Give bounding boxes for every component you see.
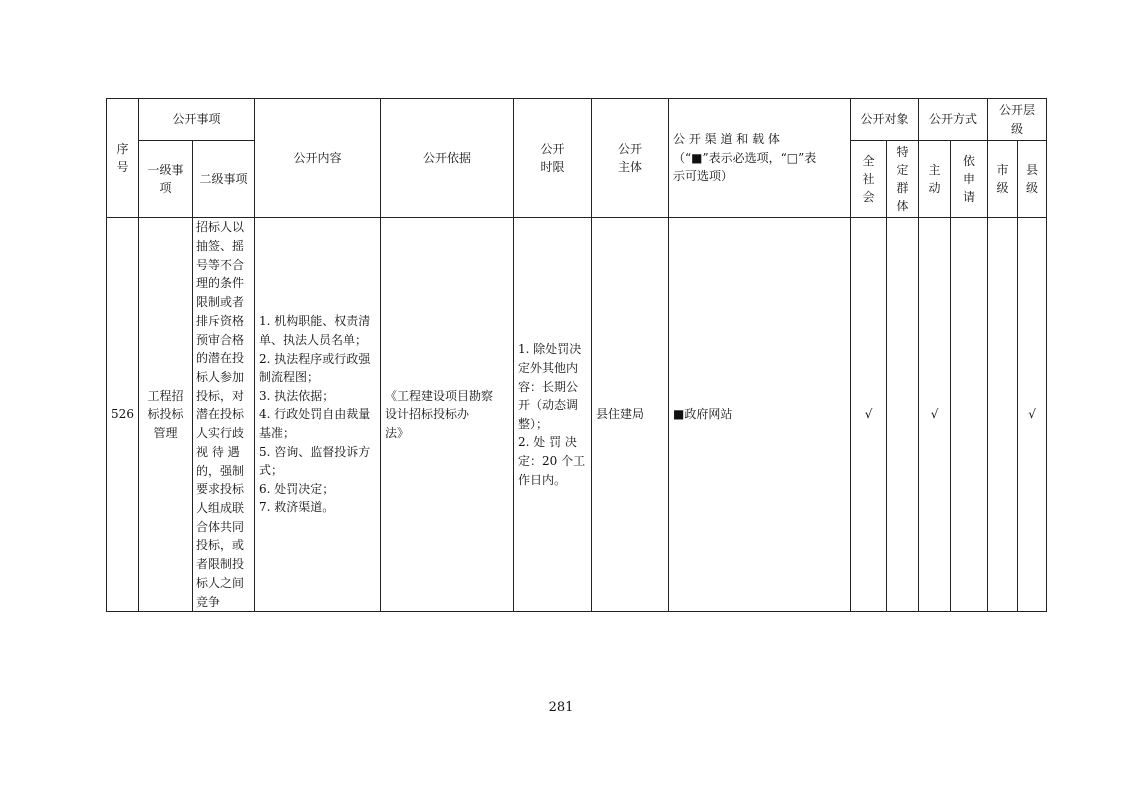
- row-time-limit: 1. 除处罚决 定外其他内 容：长期公 开（动态调 整）； 2. 处 罚 决 定：20 个工 作日内。: [514, 218, 592, 612]
- row-tier-city: [988, 218, 1018, 612]
- disclosure-table: [106, 98, 1047, 612]
- header-target-specific: 特 定 群 体: [887, 141, 919, 218]
- row-seq: 526: [107, 218, 139, 612]
- row-basis: 《工程建设项目勘察 设计招标投标办 法》: [381, 218, 514, 612]
- page-number: 281: [548, 700, 574, 715]
- row-tier-county: √: [1018, 218, 1047, 612]
- header-level2: 二级事项: [193, 141, 255, 218]
- row-channel: ■政府网站: [669, 218, 851, 612]
- row-subject: 县住建局: [592, 218, 669, 612]
- header-level1: 一级事 项: [139, 141, 193, 218]
- table-row: [107, 218, 1047, 612]
- header-seq: 序 号: [107, 99, 139, 218]
- row-target-specific: [887, 218, 919, 612]
- row-level2: 招标人以 抽签、摇 号等不合 理的条件 限制或者 排斥资格 预审合格 的潜在投 标人参加 投标，对 潜在投标 人实行歧 视 待 遇 的，强制 要求投标 人组成联 合体共同 投标，或 者限制投 标人之间 竞争: [193, 218, 255, 612]
- header-target-all: 全 社 会: [851, 141, 887, 218]
- header-tier-county: 县 级: [1018, 141, 1047, 218]
- row-level1: 工程招 标投标 管理: [139, 218, 193, 612]
- row-method-apply: [951, 218, 988, 612]
- row-content: 1. 机构职能、权责清 单、执法人员名单； 2. 执法程序或行政强 制流程图； 3. 执法依据； 4. 行政处罚自由裁量 基准； 5. 咨询、监督投诉方 式； 6. 处罚决定； 7. 救济渠道。: [255, 218, 381, 612]
- header-method: 公开方式: [919, 99, 988, 141]
- header-method-apply: 依 申 请: [951, 141, 988, 218]
- header-matter: 公开事项: [139, 99, 255, 141]
- row-target-all: √: [851, 218, 887, 612]
- header-method-active: 主 动: [919, 141, 951, 218]
- header-tier: 公开层 级: [988, 99, 1047, 141]
- header-subject: 公开 主体: [592, 99, 669, 218]
- header-tier-city: 市 级: [988, 141, 1018, 218]
- header-time-limit: 公开 时限: [514, 99, 592, 218]
- row-method-active: √: [919, 218, 951, 612]
- header-basis: 公开依据: [381, 99, 514, 218]
- header-target: 公开对象: [851, 99, 919, 141]
- header-channel: 公 开 渠 道 和 载 体 （“■”表示必选项，“□”表 示可选项）: [669, 99, 851, 218]
- header-content: 公开内容: [255, 99, 381, 218]
